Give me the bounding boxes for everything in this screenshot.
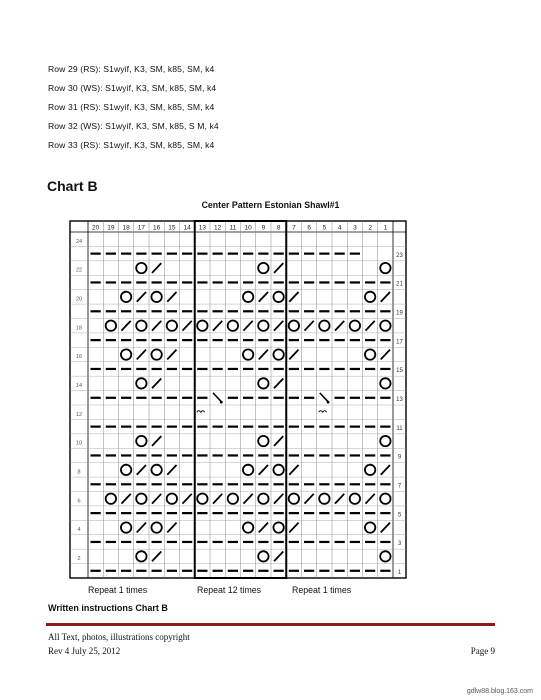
- k2tog-symbol: [381, 292, 390, 302]
- yarn-over-symbol: [106, 494, 116, 504]
- row-number-right: 1: [397, 569, 402, 576]
- yarn-over-symbol: [136, 263, 146, 273]
- row-29-text: Row 29 (RS): S1wyif, K3, SM, k85, SM, k4: [48, 64, 215, 74]
- row-number-right: 11: [396, 425, 403, 432]
- yarn-over-symbol: [273, 292, 283, 302]
- k2tog-symbol: [152, 263, 161, 273]
- k2tog-symbol: [274, 378, 283, 388]
- page-number: Page 9: [470, 646, 495, 656]
- yarn-over-symbol: [243, 465, 253, 475]
- k2tog-symbol: [213, 321, 222, 331]
- column-number: 10: [244, 224, 252, 232]
- bobble-symbol: [319, 411, 327, 413]
- column-number: 15: [168, 224, 176, 232]
- written-instructions-heading: Written instructions Chart B: [48, 603, 168, 613]
- yarn-over-symbol: [380, 321, 390, 331]
- k2tog-symbol: [274, 494, 283, 504]
- row-number-left: 16: [75, 354, 83, 361]
- column-number: 9: [261, 224, 266, 232]
- repeat-middle-label: Repeat 12 times: [197, 585, 262, 595]
- footer-revision: Rev 4 July 25, 2012: [48, 646, 121, 656]
- yarn-over-symbol: [258, 551, 268, 561]
- k2tog-symbol: [366, 321, 375, 331]
- column-number: 12: [214, 224, 222, 232]
- row-number-right: 5: [397, 512, 402, 519]
- k2tog-symbol: [167, 523, 176, 533]
- yarn-over-symbol: [319, 494, 329, 504]
- yarn-over-symbol: [350, 321, 360, 331]
- yarn-over-symbol: [243, 292, 253, 302]
- bobble-symbol: [197, 411, 205, 413]
- yarn-over-symbol: [197, 321, 207, 331]
- k2tog-symbol: [152, 551, 161, 561]
- yarn-over-symbol: [136, 436, 146, 446]
- row-32-text: Row 32 (WS): S1wyif, K3, SM, k85, S M, k4: [48, 121, 219, 131]
- yarn-over-symbol: [380, 378, 390, 388]
- k2tog-symbol: [244, 321, 253, 331]
- column-number: 5: [322, 224, 327, 232]
- column-number: 13: [198, 224, 206, 232]
- yarn-over-symbol: [273, 465, 283, 475]
- k2tog-symbol: [122, 321, 131, 331]
- yarn-over-symbol: [258, 321, 268, 331]
- column-number: 3: [353, 224, 357, 232]
- k2tog-symbol: [183, 494, 192, 504]
- decrease-dot-symbol: [327, 401, 330, 404]
- watermark: gdlw88.blog.163.com: [466, 688, 533, 695]
- yarn-over-symbol: [319, 321, 329, 331]
- row-number-left: 10: [75, 440, 83, 447]
- yarn-over-symbol: [258, 378, 268, 388]
- yarn-over-symbol: [151, 522, 161, 532]
- k2tog-symbol: [122, 494, 131, 504]
- chart-title: Center Pattern Estonian Shawl#1: [201, 200, 340, 210]
- yarn-over-symbol: [197, 494, 207, 504]
- column-number: 19: [107, 224, 115, 232]
- k2tog-symbol: [289, 292, 298, 302]
- yarn-over-symbol: [151, 349, 161, 359]
- k2tog-symbol: [244, 494, 253, 504]
- k2tog-symbol: [259, 523, 268, 533]
- row-number-right: 17: [396, 339, 403, 346]
- chart-heading: Chart B: [47, 178, 98, 194]
- k2tog-symbol: [259, 350, 268, 360]
- yarn-over-symbol: [121, 522, 131, 532]
- yarn-over-symbol: [167, 494, 177, 504]
- row-number-right: 23: [396, 252, 403, 259]
- row-30-text: Row 30 (WS): S1wyif, K3, SM, k85, SM, k4: [48, 83, 217, 93]
- k2tog-symbol: [152, 321, 161, 331]
- yarn-over-symbol: [243, 522, 253, 532]
- k2tog-symbol: [259, 292, 268, 302]
- k2tog-symbol: [305, 494, 314, 504]
- row-number-left: 12: [75, 411, 83, 418]
- k2tog-symbol: [137, 350, 146, 360]
- column-number: 11: [229, 224, 237, 232]
- yarn-over-symbol: [228, 321, 238, 331]
- yarn-over-symbol: [273, 349, 283, 359]
- yarn-over-symbol: [136, 378, 146, 388]
- k2tog-symbol: [381, 523, 390, 533]
- yarn-over-symbol: [258, 494, 268, 504]
- yarn-over-symbol: [151, 465, 161, 475]
- footer-copyright: All Text, photos, illustrations copyright: [48, 632, 190, 642]
- footer-rule: [46, 623, 495, 626]
- k2tog-symbol: [335, 494, 344, 504]
- repeat-right-label: Repeat 1 times: [292, 585, 352, 595]
- k2tog-symbol: [274, 263, 283, 273]
- yarn-over-symbol: [380, 436, 390, 446]
- k2tog-symbol: [305, 321, 314, 331]
- yarn-over-symbol: [380, 494, 390, 504]
- column-number: 2: [368, 224, 372, 232]
- row-number-left: 2: [77, 555, 81, 562]
- k2tog-symbol: [137, 292, 146, 302]
- column-number: 16: [153, 224, 161, 232]
- k2tog-symbol: [137, 465, 146, 475]
- yarn-over-symbol: [106, 321, 116, 331]
- row-number-left: 6: [77, 498, 81, 505]
- column-number: 4: [337, 224, 342, 232]
- row-number-right: 7: [397, 483, 402, 490]
- row-number-left: 22: [75, 267, 83, 274]
- row-number-right: 9: [397, 454, 402, 461]
- row-number-left: 24: [75, 238, 83, 245]
- yarn-over-symbol: [121, 292, 131, 302]
- yarn-over-symbol: [365, 465, 375, 475]
- yarn-over-symbol: [228, 494, 238, 504]
- column-number: 20: [92, 224, 100, 232]
- k2tog-symbol: [335, 321, 344, 331]
- k2tog-symbol: [167, 292, 176, 302]
- yarn-over-symbol: [273, 522, 283, 532]
- k2tog-symbol: [152, 436, 161, 446]
- column-number: 17: [137, 224, 145, 232]
- column-number: 6: [307, 224, 311, 232]
- k2tog-symbol: [213, 494, 222, 504]
- k2tog-symbol: [167, 465, 176, 475]
- row-number-left: 14: [75, 382, 83, 389]
- column-number: 8: [276, 224, 281, 232]
- chart-frame: [70, 221, 406, 578]
- decrease-dot-symbol: [220, 401, 223, 404]
- yarn-over-symbol: [136, 494, 146, 504]
- k2tog-symbol: [183, 321, 192, 331]
- row-number-left: 4: [77, 527, 81, 534]
- k2tog-symbol: [289, 523, 298, 533]
- yarn-over-symbol: [167, 321, 177, 331]
- row-number-right: 13: [396, 396, 403, 403]
- row-number-left: 8: [77, 469, 81, 476]
- column-number: 1: [383, 224, 388, 232]
- k2tog-symbol: [152, 494, 161, 504]
- column-number: 7: [292, 224, 296, 232]
- row-number-right: 15: [396, 368, 403, 375]
- k2tog-symbol: [152, 378, 161, 388]
- yarn-over-symbol: [380, 551, 390, 561]
- k2tog-symbol: [366, 494, 375, 504]
- yarn-over-symbol: [350, 494, 360, 504]
- k2tog-symbol: [289, 350, 298, 360]
- k2tog-symbol: [137, 523, 146, 533]
- yarn-over-symbol: [151, 292, 161, 302]
- k2tog-symbol: [274, 321, 283, 331]
- yarn-over-symbol: [289, 494, 299, 504]
- row-number-left: 20: [75, 296, 83, 303]
- k2tog-symbol: [289, 465, 298, 475]
- yarn-over-symbol: [365, 349, 375, 359]
- row-number-right: 21: [396, 281, 403, 288]
- row-number-right: 3: [397, 541, 402, 548]
- yarn-over-symbol: [289, 321, 299, 331]
- k2tog-symbol: [381, 350, 390, 360]
- yarn-over-symbol: [258, 263, 268, 273]
- yarn-over-symbol: [243, 349, 253, 359]
- yarn-over-symbol: [380, 263, 390, 273]
- column-number: 14: [183, 224, 191, 232]
- row-31-text: Row 31 (RS): S1wyif, K3, SM, k85, SM, k4: [48, 102, 215, 112]
- yarn-over-symbol: [121, 349, 131, 359]
- k2tog-symbol: [167, 350, 176, 360]
- yarn-over-symbol: [136, 551, 146, 561]
- row-33-text: Row 33 (RS): S1wyif, K3, SM, k85, SM, k4: [48, 140, 215, 150]
- yarn-over-symbol: [121, 465, 131, 475]
- column-number: 18: [122, 224, 130, 232]
- k2tog-symbol: [381, 465, 390, 475]
- k2tog-symbol: [259, 465, 268, 475]
- k2tog-symbol: [274, 436, 283, 446]
- row-number-right: 19: [396, 310, 403, 317]
- row-number-left: 18: [75, 325, 83, 332]
- yarn-over-symbol: [365, 522, 375, 532]
- repeat-left-label: Repeat 1 times: [88, 585, 148, 595]
- k2tog-symbol: [274, 551, 283, 561]
- yarn-over-symbol: [136, 321, 146, 331]
- yarn-over-symbol: [365, 292, 375, 302]
- yarn-over-symbol: [258, 436, 268, 446]
